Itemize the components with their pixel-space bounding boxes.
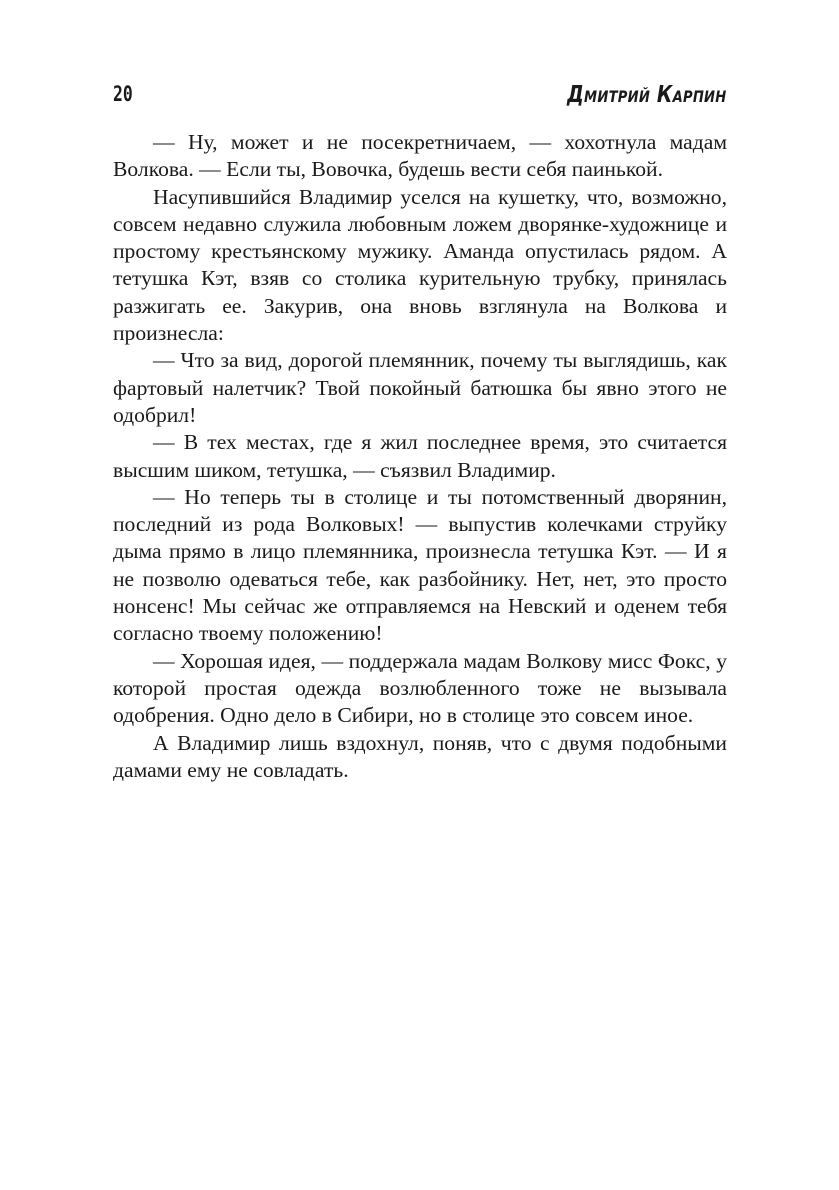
page-number: 20 — [113, 82, 133, 106]
paragraph: Насупившийся Владимир уселся на кушетку, что, возможно, совсем недавно служила любовным ложем дворянке-художнице и простому крестьянскому мужику. Аманда опустилась рядом. А тетушка Кэт, взяв со столика курительную трубку, принялась разжигать ее. Закурив, она вновь взглянула на Волкова и произнесла: — [113, 184, 727, 346]
paragraph: — Что за вид, дорогой племянник, почему ты выглядишь, как фартовый налетчик? Твой покойный батюшка бы явно этого не одобрил! — [113, 348, 727, 427]
page-header — [113, 82, 727, 112]
paragraph: — Хорошая идея, — поддержала мадам Волкову мисс Фокс, у которой простая одежда возлюбленного тоже не вызывала одобрения. Одно дело в Сибири, но в столице это совсем иное. — [113, 648, 727, 728]
paragraph: А Владимир лишь вздохнул, поняв, что с двумя подобными дамами ему не совладать. — [113, 730, 727, 782]
paragraph: — В тех местах, где я жил последнее время, это считается высшим шиком, тетушка, — съязвил Владимир. — [113, 430, 727, 482]
paragraph: — Но теперь ты в столице и ты потомственный дворянин, последний из рода Волковых! — выпустив колечками струйку дыма прямо в лицо племянника, произнесла тетушка Кэт. — И я не позволю одеваться тебе, как разбойнику. Нет, нет, это просто нонсенс! Мы сейчас же отправляемся на Невский и оденем тебя согласно твоему положению! — [113, 484, 727, 646]
text-body — [113, 129, 727, 784]
running-head-author: Дмитрий Карпин — [567, 82, 727, 108]
paragraph: — Ну, может и не посекретничаем, — хохотнула мадам Волкова. — Если ты, Вовочка, будешь вести себя паинькой. — [113, 130, 727, 182]
